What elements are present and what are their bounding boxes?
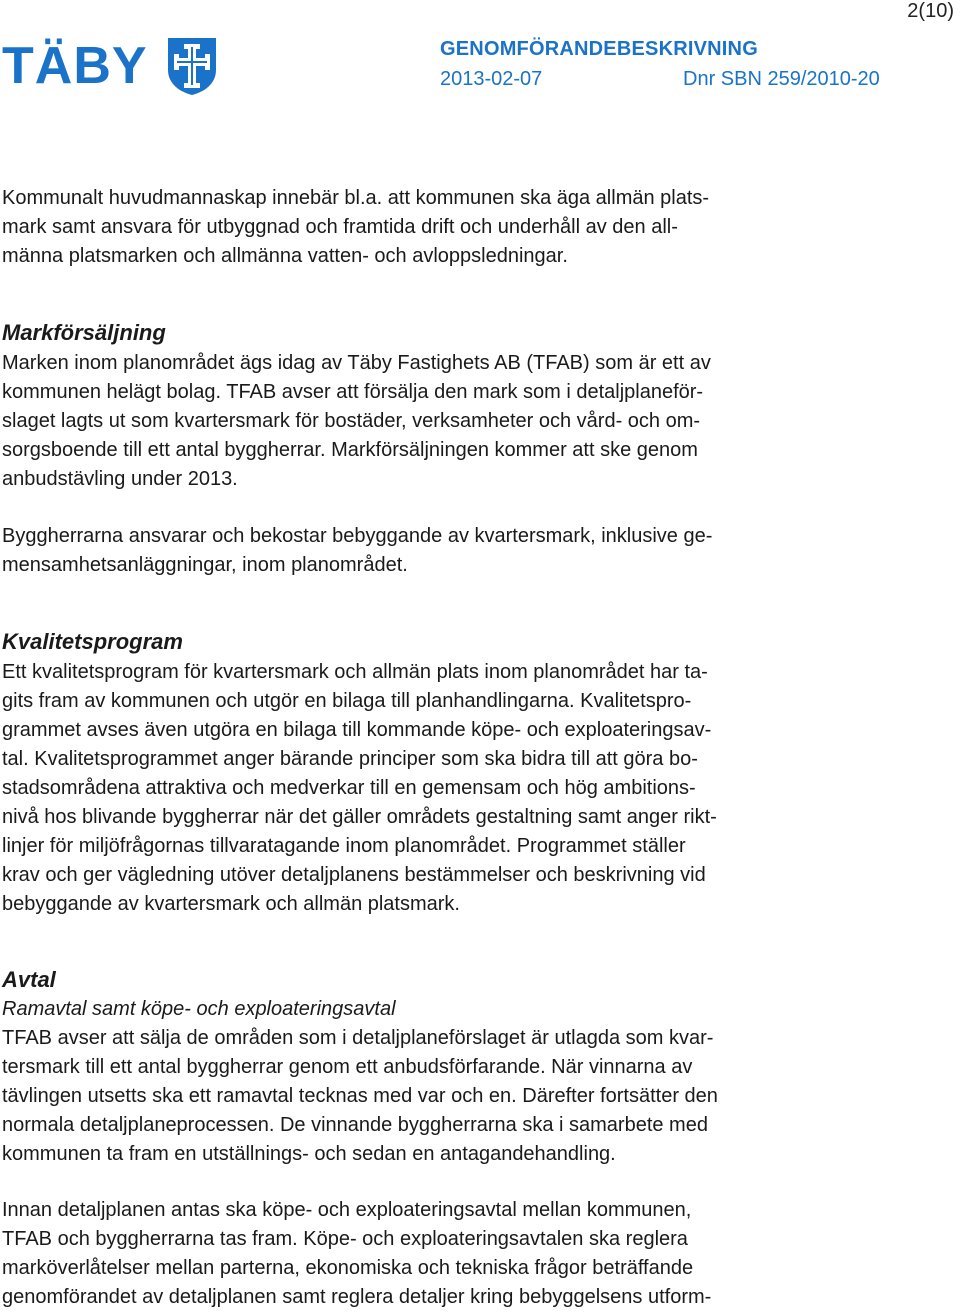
text-line: kommunen helägt bolag. TFAB avser att försälja den mark som i detaljplaneför-	[2, 381, 704, 403]
text-line: Byggherrarna ansvarar och bekostar bebyggande av kvartersmark, inklusive ge-	[2, 525, 713, 547]
intro-line-1	[2, 184, 802, 213]
text-line: TFAB och byggherrarna tas fram. Köpe- och exploateringsavtalen ska reglera	[2, 1228, 688, 1250]
text-line: stadsområdena attraktiva och medverkar till en gemensam och hög ambitions-	[2, 777, 696, 799]
intro-line-3	[2, 242, 802, 271]
taby-logo	[2, 36, 218, 96]
logo-wordmark: TÄBY	[2, 37, 148, 95]
text-line: tersmark till ett antal byggherrar genom ett anbudsförfarande. När vinnarna av	[2, 1056, 693, 1078]
document-type-title: GENOMFÖRANDEBESKRIVNING	[440, 38, 758, 60]
subheading-ramavtal: Ramavtal samt köpe- och exploateringsavtal	[2, 998, 396, 1020]
text-line: krav och ger vägledning utöver detaljplanens bestämmelser och beskrivning vid	[2, 864, 706, 886]
intro-line-2	[2, 213, 802, 242]
markforsaljning-paragraph-2	[2, 522, 802, 580]
text-line: kommunen ta fram en utställnings- och sedan en antagandehandling.	[2, 1143, 616, 1165]
text-line: genomförandet av detaljplanen samt reglera detaljer kring bebyggelsens utform-	[2, 1286, 712, 1308]
kvalitetsprogram-paragraph	[2, 658, 802, 919]
document-dnr: Dnr SBN 259/2010-20	[683, 68, 880, 90]
markforsaljning-paragraph-1	[2, 349, 802, 494]
text-line: bebyggande av kvartersmark och allmän platsmark.	[2, 893, 460, 915]
heading-kvalitetsprogram: Kvalitetsprogram	[2, 629, 183, 654]
text-line: grammet avses även utgöra en bilaga till kommande köpe- och exploateringsav-	[2, 719, 712, 741]
heading-markforsaljning: Markförsäljning	[2, 320, 166, 345]
intro-line-3-text: männa platsmarken och allmänna vatten- och avloppsledningar.	[2, 245, 568, 267]
text-line: Ett kvalitetsprogram för kvartersmark och allmän plats inom planområdet har ta-	[2, 661, 708, 683]
intro-line-2-text: mark samt ansvara för utbyggnad och framtida drift och underhåll av den all-	[2, 216, 678, 238]
text-line: slaget lagts ut som kvartersmark för bostäder, verksamheter och vård- och om-	[2, 410, 701, 432]
text-line: TFAB avser att sälja de områden som i detaljplaneförslaget är utlagda som kvar-	[2, 1027, 714, 1049]
text-line: nivå hos blivande byggherrar när det gäller områdets gestaltning samt anger rikt-	[2, 806, 717, 828]
text-line: tävlingen utsetts ska ett ramavtal tecknas med var och en. Därefter fortsätter den	[2, 1085, 718, 1107]
text-line: mensamhetsanläggningar, inom planområdet.	[2, 554, 408, 576]
page-number: 2(10)	[907, 0, 954, 22]
document-date: 2013-02-07	[440, 68, 543, 90]
text-line: Marken inom planområdet ägs idag av Täby Fastighets AB (TFAB) som är ett av	[2, 352, 711, 374]
text-line: anbudstävling under 2013.	[2, 468, 238, 490]
heading-avtal: Avtal	[2, 967, 56, 992]
text-line: normala detaljplaneprocessen. De vinnande byggherrarna ska i samarbete med	[2, 1114, 708, 1136]
text-line: linjer för miljöfrågornas tillvaratagande inom planområdet. Programmet ställer	[2, 835, 686, 857]
text-line: tal. Kvalitetsprogrammet anger bärande principer som ska bidra till att göra bo-	[2, 748, 698, 770]
intro-line-1-text: Kommunalt huvudmannaskap innebär bl.a. att kommunen ska äga allmän plats-	[2, 187, 710, 209]
text-line: sorgsboende till ett antal byggherrar. Markförsäljningen kommer att ske genom	[2, 439, 698, 461]
avtal-paragraph-2	[2, 1196, 802, 1312]
text-line: marköverlåtelser mellan parterna, ekonomiska och tekniska frågor beträffande	[2, 1257, 694, 1279]
text-line: gits fram av kommunen och utgör en bilaga till planhandlingarna. Kvalitetspro-	[2, 690, 692, 712]
intro-paragraph	[2, 184, 802, 271]
taby-crest-icon	[166, 36, 218, 96]
avtal-paragraph-1	[2, 1024, 802, 1169]
text-line: Innan detaljplanen antas ska köpe- och exploateringsavtal mellan kommunen,	[2, 1199, 692, 1221]
